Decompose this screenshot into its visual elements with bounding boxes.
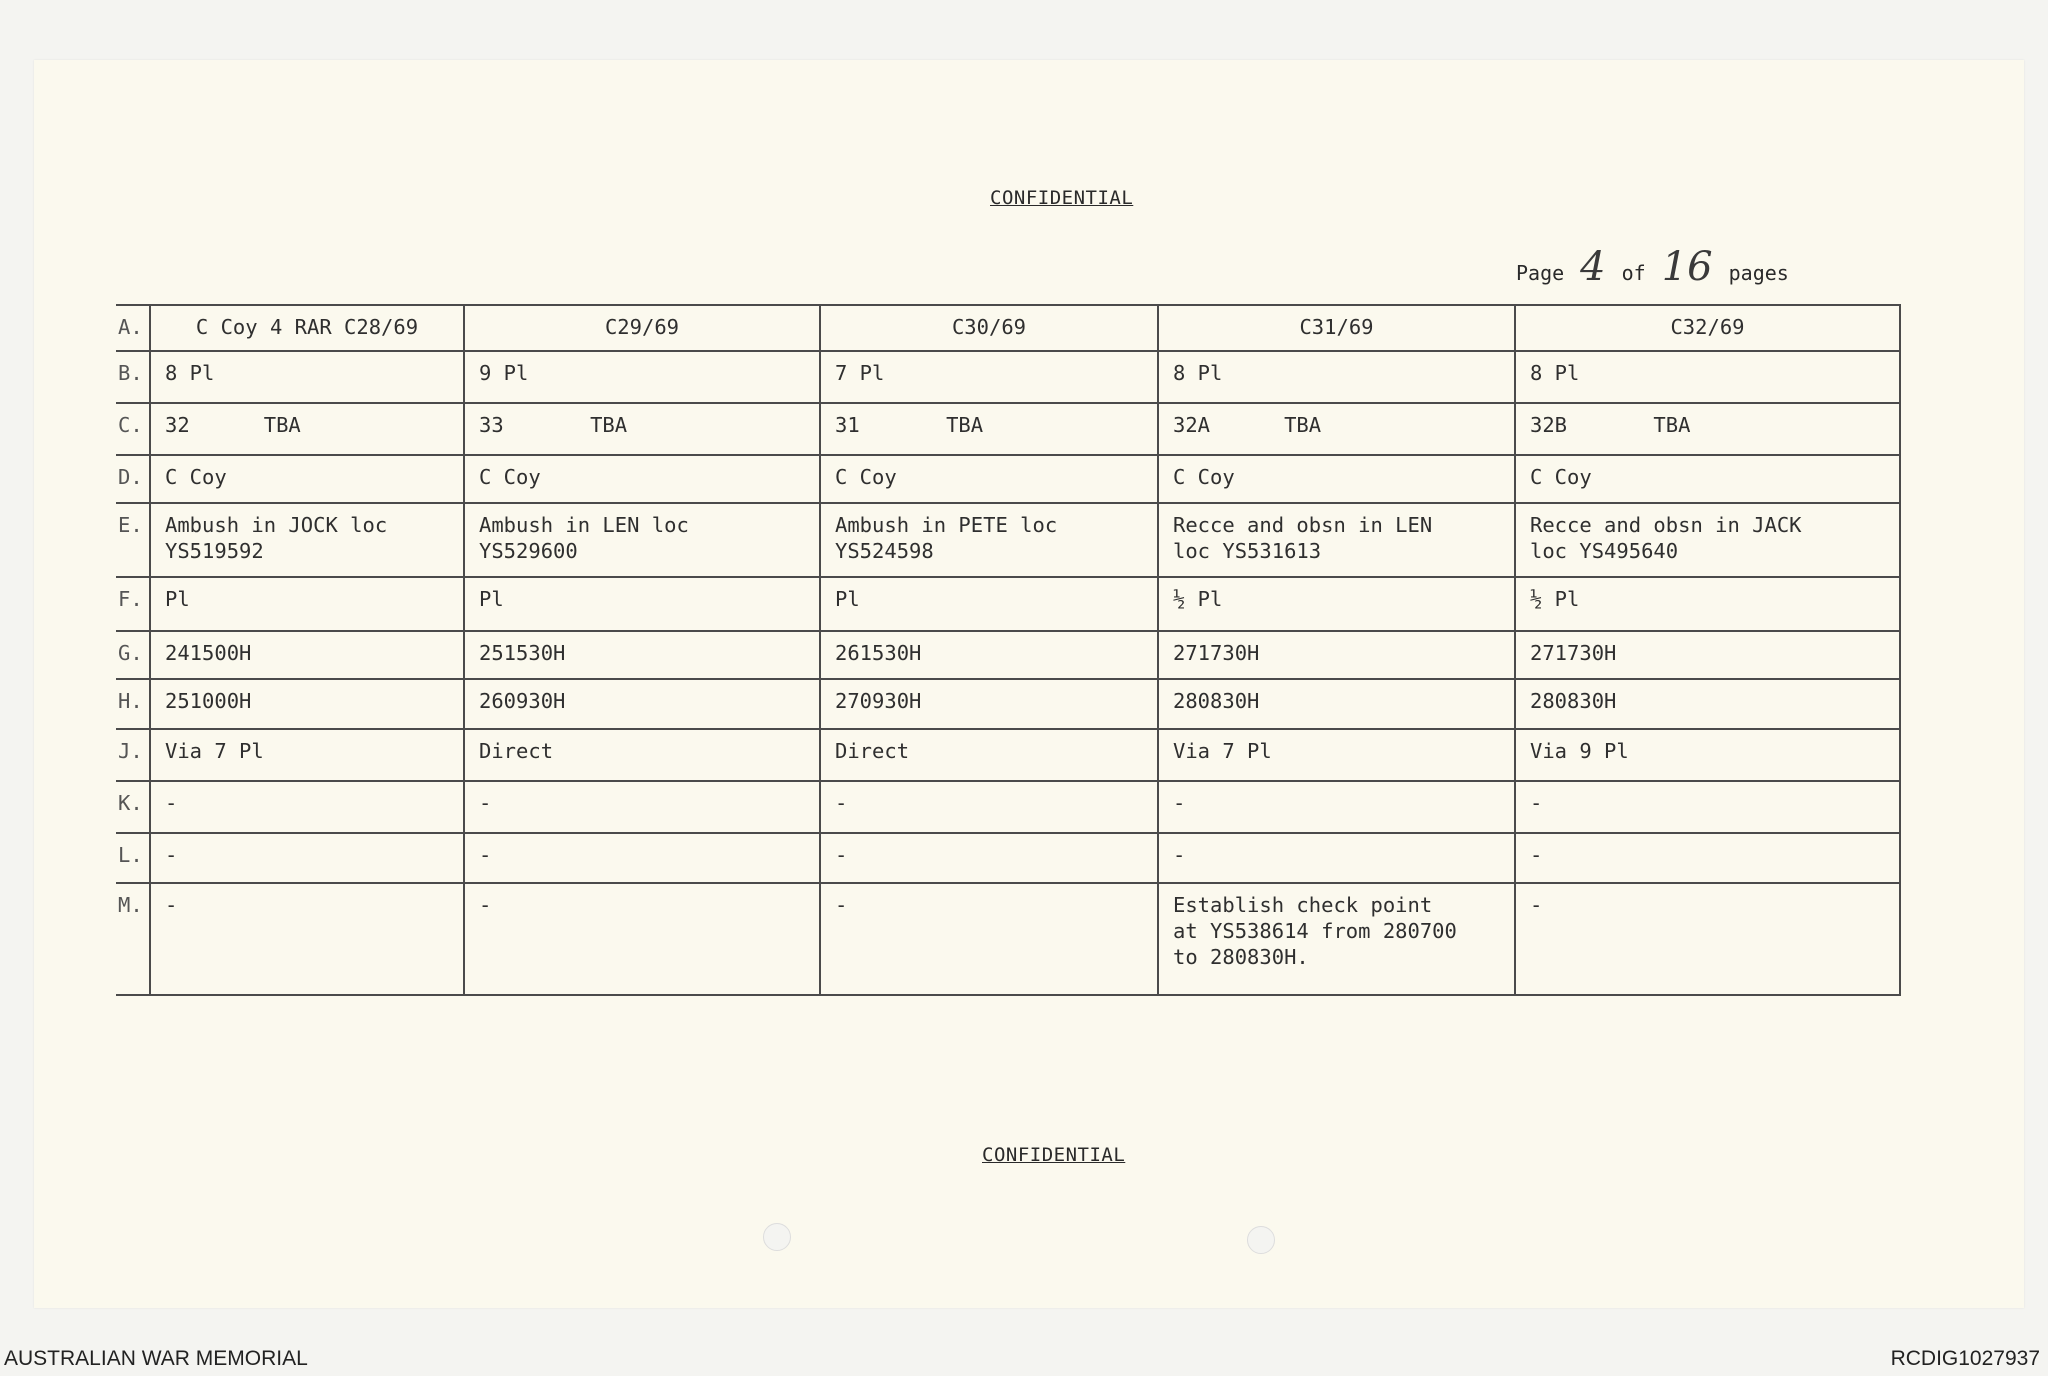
punch-hole xyxy=(1247,1226,1275,1254)
table-cell: Ambush in PETE loc YS524598 xyxy=(820,503,1158,577)
table-cell: C Coy xyxy=(1158,455,1515,503)
table-row xyxy=(116,833,1900,883)
table-cell: - xyxy=(1515,883,1900,995)
table-row xyxy=(116,503,1900,577)
table-cell: Establish check point at YS538614 from 280700 to 280830H. xyxy=(1158,883,1515,995)
row-label: H. xyxy=(116,679,150,729)
table-row xyxy=(116,781,1900,833)
row-label: A. xyxy=(116,305,150,351)
table-cell: 8 Pl xyxy=(1515,351,1900,403)
table-cell: 270930H xyxy=(820,679,1158,729)
table-cell: 32B TBA xyxy=(1515,403,1900,455)
row-label: E. xyxy=(116,503,150,577)
table-cell: - xyxy=(150,883,464,995)
classification-footer: CONFIDENTIAL xyxy=(982,1144,1126,1166)
table-cell: C Coy xyxy=(150,455,464,503)
table-cell: - xyxy=(820,833,1158,883)
table-cell: C Coy 4 RAR C28/69 xyxy=(150,305,464,351)
row-label: J. xyxy=(116,729,150,781)
table-row xyxy=(116,679,1900,729)
row-label: M. xyxy=(116,883,150,995)
table-cell: C29/69 xyxy=(464,305,820,351)
table-cell: - xyxy=(464,781,820,833)
punch-hole xyxy=(763,1223,791,1251)
page-current: 4 xyxy=(1580,244,1606,290)
row-label: G. xyxy=(116,631,150,679)
table-cell: - xyxy=(150,781,464,833)
table-cell: ½ Pl xyxy=(1515,577,1900,631)
table-row xyxy=(116,351,1900,403)
table-cell: Direct xyxy=(820,729,1158,781)
table-row xyxy=(116,631,1900,679)
table-cell: Via 7 Pl xyxy=(150,729,464,781)
table-cell: - xyxy=(150,833,464,883)
table-cell: - xyxy=(464,833,820,883)
table-cell: Via 7 Pl xyxy=(1158,729,1515,781)
table-cell: - xyxy=(820,883,1158,995)
table-row xyxy=(116,729,1900,781)
table-cell: Direct xyxy=(464,729,820,781)
archive-credit: AUSTRALIAN WAR MEMORIAL xyxy=(4,1347,308,1370)
table-cell: C31/69 xyxy=(1158,305,1515,351)
row-label: C. xyxy=(116,403,150,455)
table-cell: C Coy xyxy=(464,455,820,503)
table-cell: 280830H xyxy=(1515,679,1900,729)
table-cell: Ambush in JOCK loc YS519592 xyxy=(150,503,464,577)
table-cell: Pl xyxy=(150,577,464,631)
table-cell: Via 9 Pl xyxy=(1515,729,1900,781)
table-cell: 251000H xyxy=(150,679,464,729)
page-middle: of xyxy=(1621,261,1646,285)
page-prefix: Page xyxy=(1516,261,1565,285)
table-cell: 280830H xyxy=(1158,679,1515,729)
table-cell: - xyxy=(1515,833,1900,883)
table-cell: Pl xyxy=(820,577,1158,631)
orders-table xyxy=(116,304,1901,996)
table-cell: Recce and obsn in LEN loc YS531613 xyxy=(1158,503,1515,577)
table-row xyxy=(116,305,1900,351)
page-indicator xyxy=(1516,244,1789,290)
table-cell: Pl xyxy=(464,577,820,631)
table-cell: 8 Pl xyxy=(150,351,464,403)
table-cell: 271730H xyxy=(1158,631,1515,679)
table-cell: 7 Pl xyxy=(820,351,1158,403)
row-label: L. xyxy=(116,833,150,883)
table-cell: 32A TBA xyxy=(1158,403,1515,455)
table-row xyxy=(116,883,1900,995)
table-cell: - xyxy=(1158,781,1515,833)
archive-id: RCDIG1027937 xyxy=(1890,1347,2040,1370)
table-cell: C32/69 xyxy=(1515,305,1900,351)
table-row xyxy=(116,403,1900,455)
table-cell: 33 TBA xyxy=(464,403,820,455)
table-cell: 260930H xyxy=(464,679,820,729)
table-cell: 261530H xyxy=(820,631,1158,679)
page-suffix: pages xyxy=(1728,261,1789,285)
table-cell: 271730H xyxy=(1515,631,1900,679)
table-cell: - xyxy=(1158,833,1515,883)
page-total: 16 xyxy=(1661,244,1713,290)
row-label: K. xyxy=(116,781,150,833)
table-cell: 31 TBA xyxy=(820,403,1158,455)
row-label: F. xyxy=(116,577,150,631)
table-cell: Ambush in LEN loc YS529600 xyxy=(464,503,820,577)
table-cell: 251530H xyxy=(464,631,820,679)
table-cell: 32 TBA xyxy=(150,403,464,455)
table-cell: 241500H xyxy=(150,631,464,679)
row-label: B. xyxy=(116,351,150,403)
table-cell: - xyxy=(464,883,820,995)
table-cell: 9 Pl xyxy=(464,351,820,403)
table-cell: C Coy xyxy=(1515,455,1900,503)
table-cell: C Coy xyxy=(820,455,1158,503)
table-cell: 8 Pl xyxy=(1158,351,1515,403)
table-cell: Recce and obsn in JACK loc YS495640 xyxy=(1515,503,1900,577)
classification-header: CONFIDENTIAL xyxy=(990,187,1134,209)
table-cell: - xyxy=(1515,781,1900,833)
table-row xyxy=(116,577,1900,631)
row-label: D. xyxy=(116,455,150,503)
table-cell: C30/69 xyxy=(820,305,1158,351)
table-cell: ½ Pl xyxy=(1158,577,1515,631)
table-cell: - xyxy=(820,781,1158,833)
table-row xyxy=(116,455,1900,503)
